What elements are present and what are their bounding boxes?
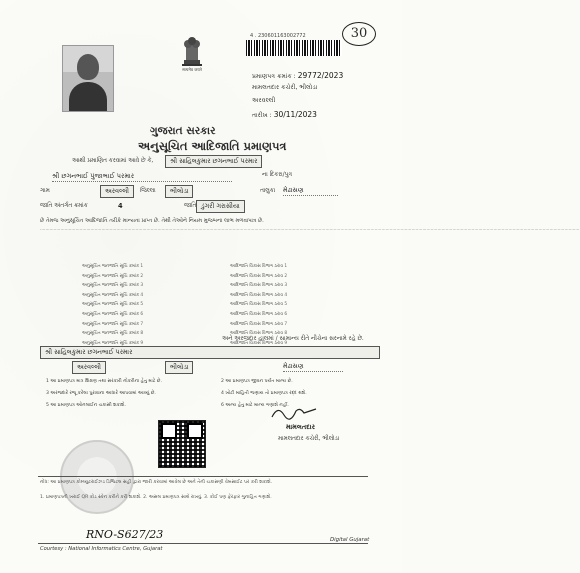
svg-text:सत्यमेव जयते: सत्यमेव जयते — [182, 67, 202, 72]
date-row: તારીખ : 30/11/2023 — [252, 110, 317, 119]
serial-value: 4 — [118, 202, 123, 210]
caste-value: ડુંગરી ગરાસીયા — [196, 200, 245, 213]
left-list: અનુસૂચિત જનજાતિ સૂચિ ક્રમાંક 1 અનુસૂચિત જનજાતિ સૂચિ ક્રમાંક 2 અનુસૂચિત જનજાતિ સૂચિ ક્રમાંક 3 અનુસૂચિત જનજાતિ સૂચિ ક્રમાંક 4 અનુસૂચિત જનજાતિ સૂચિ ક્રમાંક 5 અનુસૂચિત જનજાતિ સૂચિ ક્રમાંક 6 અનુસૂચિત જનજાતિ સૂચિ ક્રમાંક 7 અનુસૂચિત જનજાતિ સૂચિ ક્રમાંક 8 અનુસૂચિત જનજાતિ સૂચિ ક્રમાંક 9 — [82, 264, 144, 346]
signatory-office: મામલતદાર કચેરી, ભીલોડા — [278, 436, 340, 442]
footer-divider — [38, 476, 368, 477]
residence-district: અરવલ્લી — [72, 361, 106, 374]
barcode — [246, 40, 342, 56]
caste-label: જાતિ — [184, 203, 197, 209]
applicant-photo — [62, 45, 114, 112]
footer-note-1: નોંધ: આ પ્રમાણપત્ર કોમ્પ્યુટરાઈઝ્ડ ડિજિટલ સહી દ્વારા જારી કરવામાં આવેલ છે અને તેની ચકાસણી વેબસાઈટ પર કરી શકાશે. — [40, 480, 273, 485]
right-list: આદિજાતિ વિકાસ વિભાગ ઠરાવ 1 આદિજાતિ વિકાસ વિભાગ ઠરાવ 2 આદિજાતિ વિકાસ વિભાગ ઠરાવ 3 આદિજાતિ વિકાસ વિભાગ ઠરાવ 4 આદિજાતિ વિકાસ વિભાગ ઠરાવ 5 આદિજાતિ વિકાસ વિભાગ ઠરાવ 6 આદિજાતિ વિકાસ વિભાગ ઠરાવ 7 આદિજાતિ વિકાસ વિભાગ ઠરાવ 8 આદિજાતિ વિકાસ વિભાગ ઠરાવ 9 — [230, 264, 288, 346]
district-label: અરવલ્લી — [252, 97, 276, 104]
certificate-number-row: પ્રમાણપત્ર ક્રમાંક : 29772/2023 — [252, 71, 344, 80]
national-emblem-icon — [178, 30, 206, 72]
handwritten-reference: RNO-S627/23 — [86, 528, 164, 541]
verification-qr-code[interactable] — [158, 420, 206, 468]
notice-line: છે તેમજ અનુસૂચિત આદિજાતિ તરીકે માન્યતા પ્રાપ્ત છે. તેથી તેઓને નિયમ મુજબના લાભ મળવાપાત્ર છે. — [40, 218, 264, 224]
digital-gujarat-mark: Digital Gujarat — [330, 537, 370, 543]
certificate-title: અનુસૂચિત આદિજાતિ પ્રમાણપત્ર — [138, 139, 287, 153]
taluka-value: ભીલોડા — [165, 185, 193, 198]
official-seal-watermark — [60, 440, 134, 514]
numbered-notes: 1 આ પ્રમાણપત્ર માત્ર શિક્ષણ તથા સરકારી નોકરીના હેતુ માટે છે. 2 આ પ્રમાણપત્ર જીવન પર્યંત માન્ય છે. 3 અરજદારે રજૂ કરેલા પુરાવાના આધારે આપવામાં આવ્યું છે. 4 ખોટી માહિતી જણાય તો પ્રમાણપત્ર રદ્દ થશે. 5 આ પ્રમાણપત્ર ઓનલાઈન ચકાસી શકાશે. 6 અન્ય હેતુ માટે માન્ય ગણાશે નહીં. — [46, 379, 307, 408]
barcode-number: 4 . 230601163002772 — [250, 33, 306, 39]
footer-note-2: 1. પ્રમાણપત્રની ખરાઈ QR કોડ સ્કેન કરીને કરી શકાશે. 2. અસલ પ્રમાણપત્ર સાથે રાખવું. 3. કોઈ પણ ફેરફાર ગુનાહિત ગણાશે. — [40, 495, 272, 500]
village-label: ગામ — [40, 188, 50, 194]
village-value: મેઢાસણ — [283, 186, 338, 196]
certify-prefix: આથી પ્રમાણિત કરવામાં આવે છે કે, — [72, 158, 154, 164]
holder-name: શ્રી સાહિલકુમાર છગનભાઈ પરમાર — [165, 155, 262, 168]
father-name: શ્રી છગનભાઈ પુંજાભાઈ પરમાર — [52, 172, 232, 182]
signatory-title: મામલતદાર — [286, 423, 315, 431]
residence-name: શ્રી સાહિલકુમાર છગનભાઈ પરમાર — [40, 346, 380, 359]
signature-mark — [270, 403, 320, 421]
legal-paragraph: ··········································································································································································································································································································································································································· — [40, 228, 580, 233]
serial-label: જાતિ અંતર્ગત ક્રમાંક — [40, 203, 88, 209]
office-label: મામલતદાર કચેરી, ભીલોડા — [252, 84, 318, 91]
relation-label: ના દિકરા/પુત્ર — [262, 172, 292, 178]
residence-note: અને અરજદાર હાલમાં / સામાન્ય રીતે નીચેના સરનામે રહે છે. — [222, 336, 364, 342]
district-value: અરવલ્લી — [100, 185, 134, 198]
courtesy-line: Courtesy : National Informatics Centre, Gujarat — [40, 546, 163, 552]
residence-taluka: ભીલોડા — [165, 361, 193, 374]
residence-village: મેઢાસણ — [283, 362, 343, 372]
district-label-text: જિલ્લા — [140, 188, 156, 194]
government-title: ગુજરાત સરકાર — [150, 125, 216, 137]
page-number-circle: 30 — [342, 22, 376, 46]
bottom-rule — [38, 543, 368, 544]
taluka-label-text: તાલુકા — [260, 188, 276, 194]
